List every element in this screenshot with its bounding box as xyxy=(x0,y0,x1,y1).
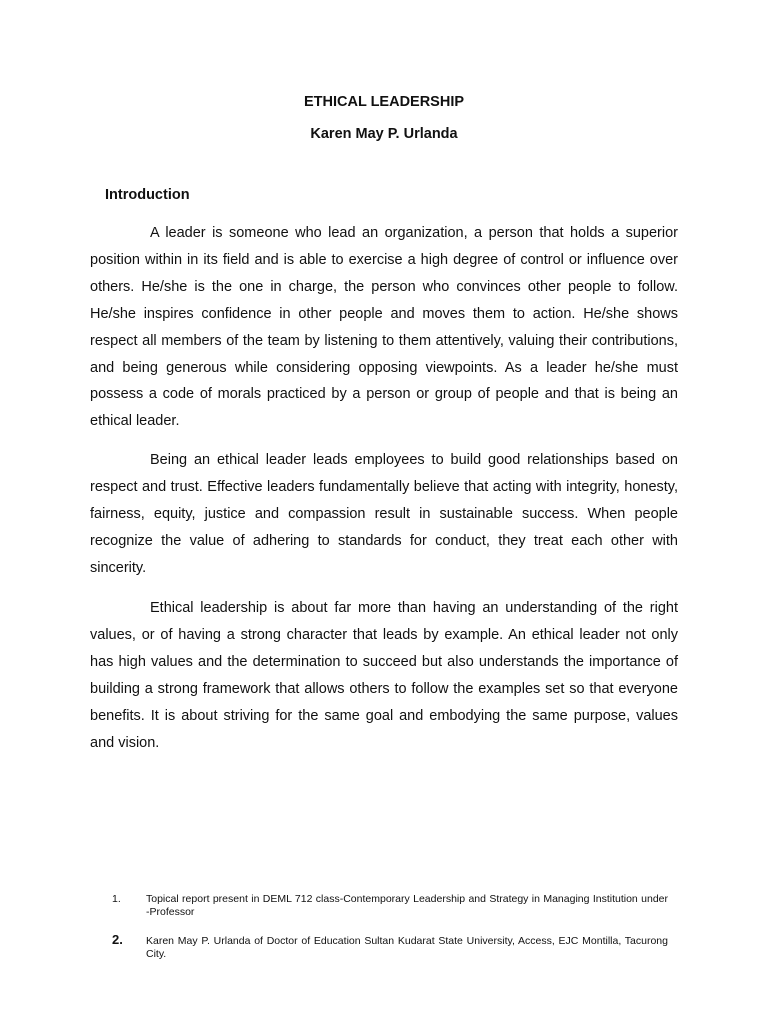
paragraph-2: Being an ethical leader leads employees to build good relationships based on respect and trust. Effective leaders fundamentally believe that acting with integrity, honesty, fairness, equity, justice and compassion result in sustainable success. When people recognize the value of adhering to standards for conduct, they treat each other with sincerity. xyxy=(90,452,678,576)
footnote-text: Topical report present in DEML 712 class-Contemporary Leadership and Strategy in Managing Institution under -Professor xyxy=(146,893,668,918)
paragraph-1: A leader is someone who lead an organization, a person that holds a superior position within in its field and is able to exercise a high degree of control or influence over others. He/she is the one in charge, the person who convinces other people to follow. He/she inspires confidence in other people and moves them to action. He/she shows respect all members of the team by listening to them attentively, valuing their contributions, and being generous while considering opposing viewpoints. As a leader he/she must possess a code of morals practiced by a person or group of people and that is being an ethical leader. xyxy=(90,225,678,430)
footnotes xyxy=(112,893,668,960)
footnote-2 xyxy=(112,932,668,960)
footnote-text: Karen May P. Urlanda of Doctor of Education Sultan Kudarat State University, Access, EJC Montilla, Tacurong City. xyxy=(146,935,668,960)
paragraph-3: Ethical leadership is about far more than having an understanding of the right values, or of having a strong character that leads by example. An ethical leader not only has high values and the determination to succeed but also understands the importance of building a strong framework that allows others to follow the examples set so that everyone benefits. It is about striving for the same goal and embodying the same purpose, values and vision. xyxy=(90,600,678,751)
document-title: ETHICAL LEADERSHIP xyxy=(303,94,465,110)
section-heading-introduction: Introduction xyxy=(105,187,190,203)
footnote-1 xyxy=(112,893,668,918)
author-name: Karen May P. Urlanda xyxy=(310,126,458,142)
footnote-number: 2. xyxy=(112,932,123,947)
footnote-number: 1. xyxy=(112,893,121,905)
